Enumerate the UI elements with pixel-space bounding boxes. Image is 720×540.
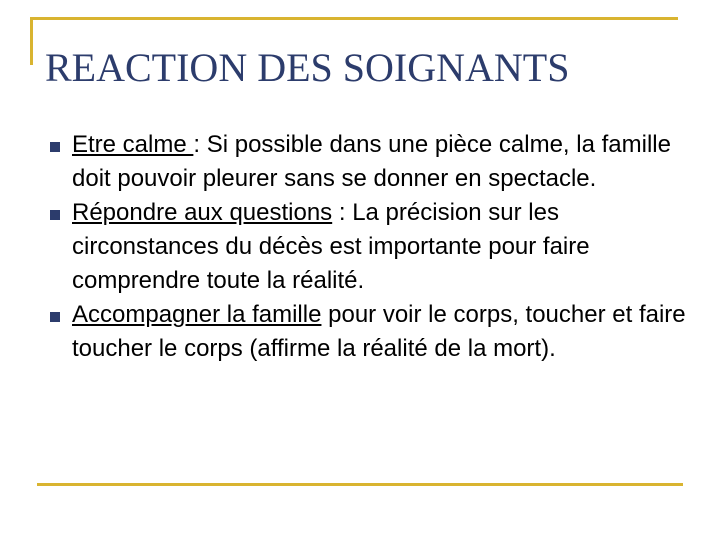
frame-bottom-line	[37, 483, 683, 486]
bullet-text: : La précision sur les circonstances du décès est importante pour faire comprendre toute la réalité.	[72, 199, 590, 294]
bullet-item	[50, 128, 690, 196]
bullet-item	[50, 298, 690, 366]
bullet-list	[50, 128, 690, 366]
square-bullet-icon	[50, 142, 60, 152]
bullet-text: : Si possible dans une pièce calme, la famille doit pouvoir pleurer sans se donner en spectacle.	[72, 131, 671, 192]
square-bullet-icon	[50, 210, 60, 220]
frame-left-line	[30, 17, 33, 65]
slide-title: REACTION DES SOIGNANTS	[45, 45, 570, 90]
bullet-text: pour voir le corps, toucher et faire toucher le corps (affirme la réalité de la mort).	[72, 301, 686, 362]
square-bullet-icon	[50, 312, 60, 322]
bullet-item	[50, 196, 690, 298]
bullet-term: Répondre aux questions	[72, 199, 333, 226]
frame-top-line	[30, 17, 678, 20]
bullet-term: Accompagner la famille	[72, 301, 322, 328]
bullet-term: Etre calme	[72, 131, 194, 158]
